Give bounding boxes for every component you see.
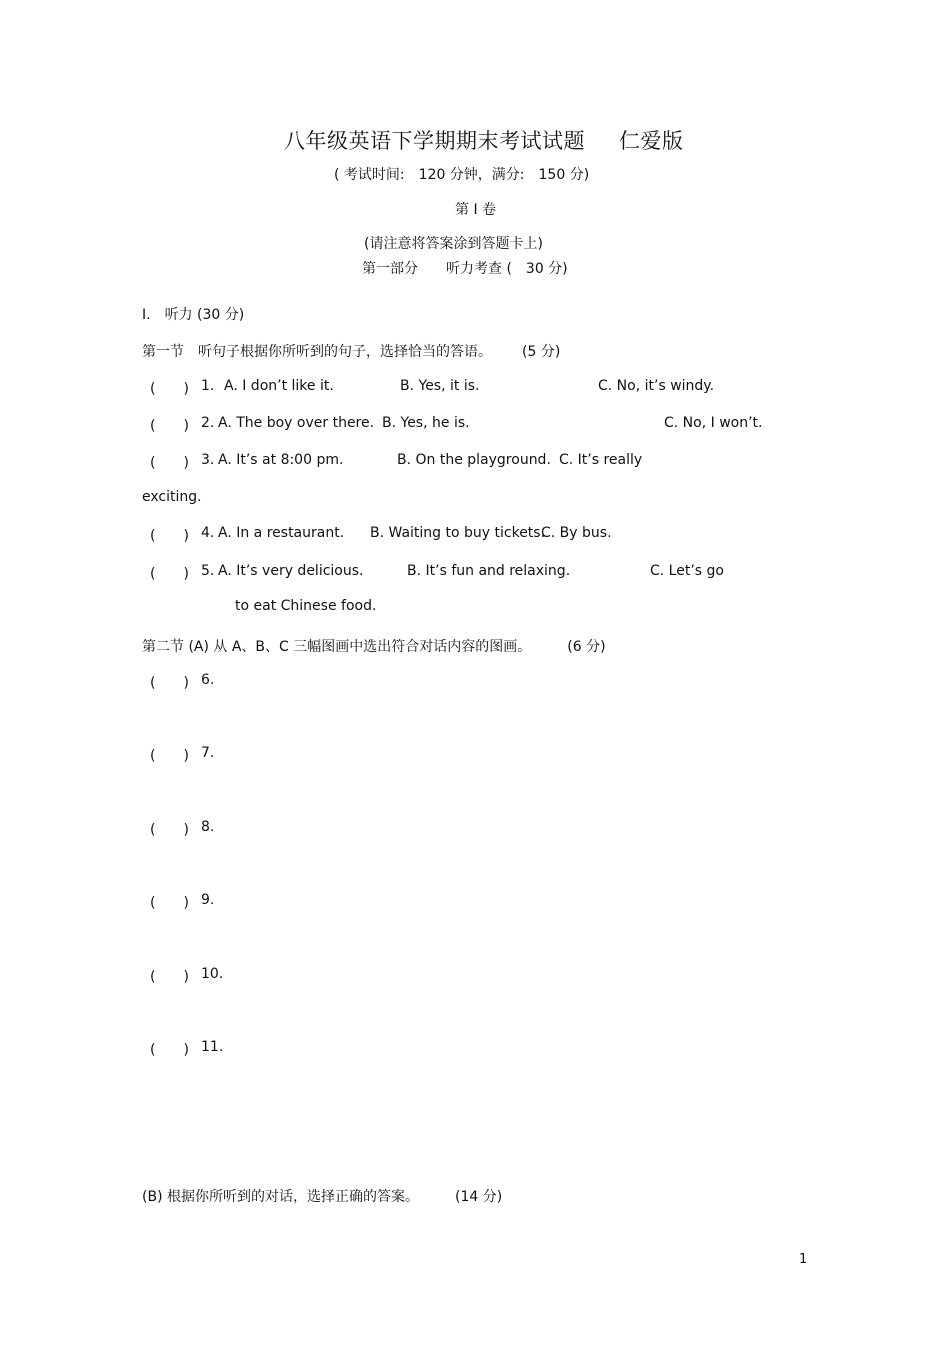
section1-instruction [142,341,560,361]
question-9: 9. [201,892,215,908]
section-heading-listening: I. 听力 (30 分) [142,307,245,323]
q4-option-a: A. In a restaurant. [218,525,345,541]
volume-label: 第 I 卷 [455,202,497,218]
exam-info: ( 考试时间: 120 分钟，满分: 150 分) [334,167,590,183]
question-5: 5. [201,563,215,579]
answer-blank[interactable]: ( ) [150,675,189,691]
answer-blank[interactable]: ( ) [150,895,189,911]
question-8: 8. [201,819,215,835]
answer-blank[interactable]: ( ) [150,1042,189,1058]
q1-option-a: A. I don’t like it. [224,378,334,394]
q3-option-c: C. It’s really [559,452,643,468]
question-10: 10. [201,966,224,982]
instruction-text: 第二节 (A) 从 A、B、C 三幅图画中选出符合对话内容的图画。 [142,639,532,655]
section2b-instruction [142,1186,502,1206]
answer-sheet-note: (请注意将答案涂到答题卡上) [364,236,543,252]
q3-option-a: A. It’s at 8:00 pm. [218,452,344,468]
q5-option-a: A. It’s very delicious. [218,563,364,579]
q3-option-c-continued: exciting. [142,489,202,505]
instruction-score: (14 分) [454,1189,503,1205]
q2-option-a: A. The boy over there. [218,415,375,431]
answer-blank[interactable]: ( ) [150,822,189,838]
q2-option-c: C. No, I won’t. [664,415,763,431]
q5-option-c-continued: to eat Chinese food. [235,598,377,614]
question-number: 1. [201,378,215,394]
question-2: 2. [201,415,215,431]
instruction-text: 第一节 听句子根据你所听到的句子，选择恰当的答语。 [142,344,492,360]
edition-text: 仁爱版 [619,129,684,153]
exam-title [284,125,684,155]
answer-blank[interactable]: ( ) [150,566,189,582]
q2-option-b: B. Yes, he is. [382,415,470,431]
title-text: 八年级英语下学期期末考试试题 [284,129,585,153]
instruction-score: (5 分) [522,344,561,360]
answer-blank[interactable]: ( ) [150,969,189,985]
question-1 [201,378,214,394]
instruction-text: (B) 根据你所听到的对话，选择正确的答案。 [142,1189,419,1205]
question-4: 4. [201,525,215,541]
q4-option-b: B. Waiting to buy tickets. [370,525,546,541]
page-number: 1 [799,1252,808,1267]
section2a-instruction [142,636,606,656]
question-6: 6. [201,672,215,688]
q3-option-b: B. On the playground. [397,452,551,468]
q5-option-c: C. Let’s go [650,563,724,579]
instruction-score: (6 分) [567,639,606,655]
answer-blank[interactable]: ( ) [150,418,189,434]
answer-blank[interactable]: ( ) [150,381,189,397]
q1-option-c: C. No, it’s windy. [598,378,715,394]
answer-blank[interactable]: ( ) [150,748,189,764]
q4-option-c: C. By bus. [541,525,612,541]
q5-option-b: B. It’s fun and relaxing. [407,563,571,579]
answer-blank[interactable]: ( ) [150,528,189,544]
part-heading: 第一部分 听力考查 ( 30 分) [362,261,568,277]
q1-option-b: B. Yes, it is. [400,378,480,394]
question-3: 3. [201,452,215,468]
answer-blank[interactable]: ( ) [150,455,189,471]
question-7: 7. [201,745,215,761]
question-11: 11. [201,1039,224,1055]
